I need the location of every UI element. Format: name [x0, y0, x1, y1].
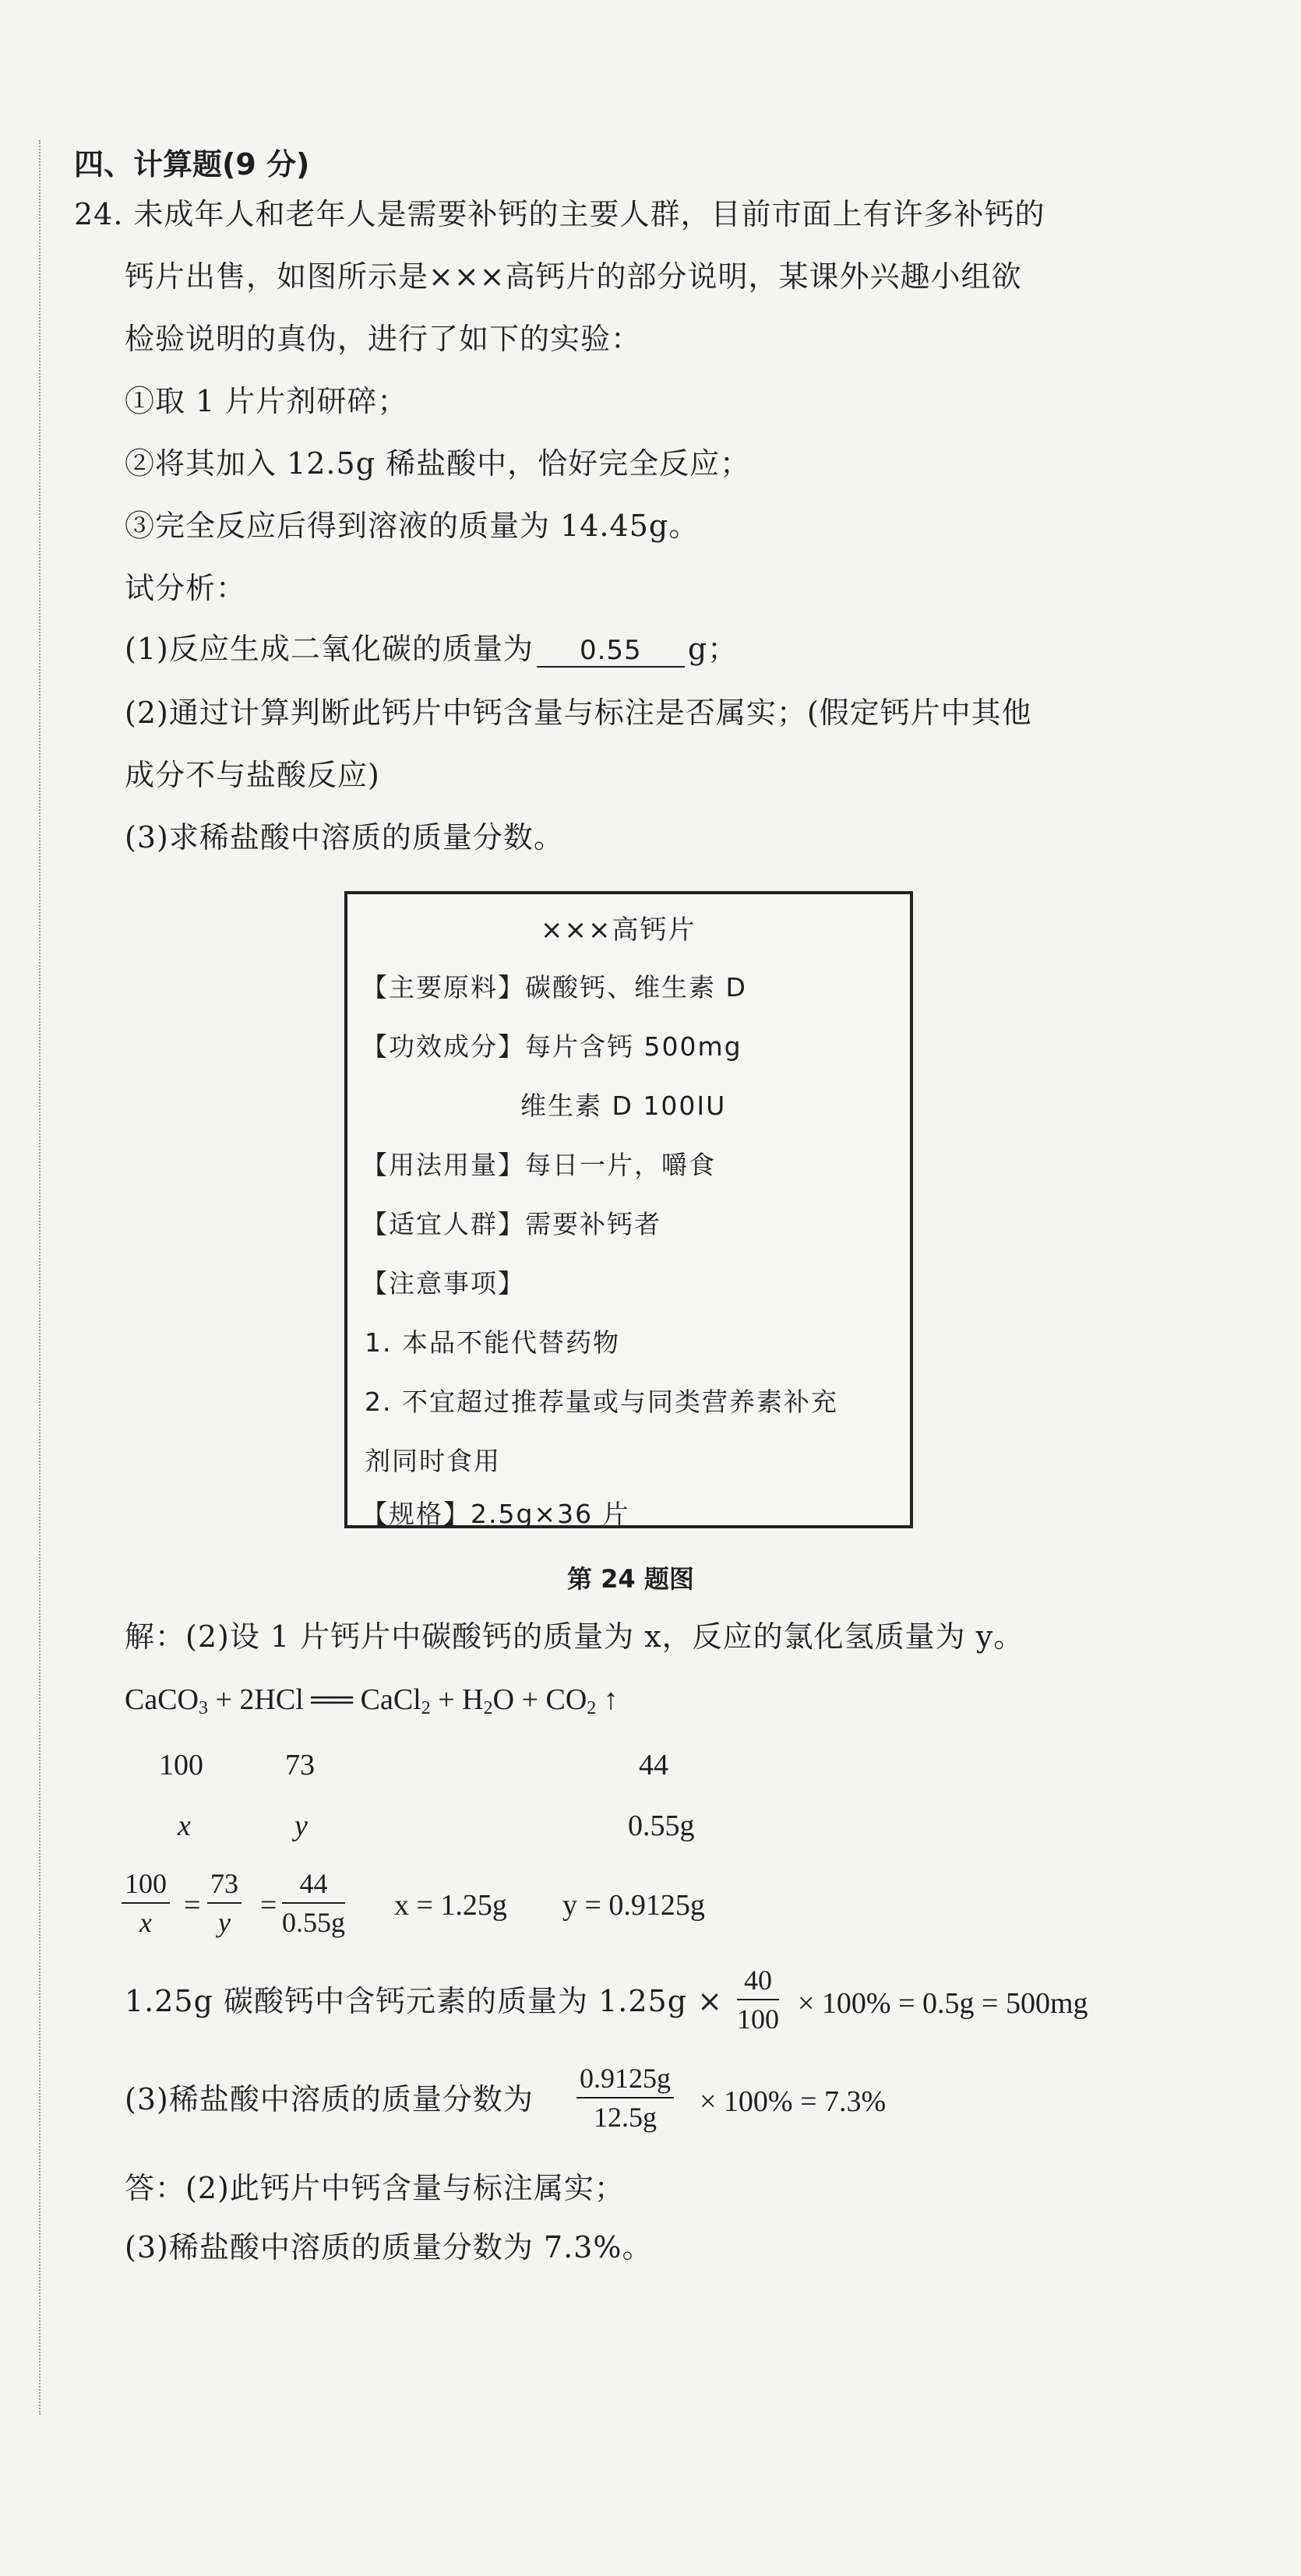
ratio-3-denominator: 0.55g — [282, 1907, 345, 1938]
figure-caption: 第 24 题图 — [567, 1564, 694, 1594]
section-title: 四、计算题(9 分) — [74, 147, 310, 181]
equals-sign: = — [184, 1889, 201, 1922]
analysis-prompt: 试分析： — [125, 571, 247, 605]
question-line-1: 24. 未成年人和老年人是需要补钙的主要人群，目前市面上有许多补钙的 — [74, 197, 1045, 231]
ratio-1-denominator: x — [139, 1907, 152, 1938]
eq-caco3: CaCO — [125, 1683, 199, 1716]
label-effective-ingredient: 【功效成分】每片含钙 500mg — [361, 1031, 742, 1062]
label-vitamin-d: 维生素 D 100IU — [520, 1091, 727, 1121]
question-line-2: 钙片出售，如图所示是×××高钙片的部分说明，某课外兴趣小组欲 — [125, 259, 1022, 294]
eq-sub: 2 — [483, 1698, 493, 1718]
var-x: x — [178, 1810, 191, 1842]
mass-hcl: 73 — [285, 1749, 315, 1781]
eq-part: O + CO — [492, 1683, 587, 1716]
q1-answer-blank: 0.55 — [537, 635, 685, 668]
q3-solution-text: (3)稀盐酸中溶质的质量分数为 — [125, 2082, 534, 2116]
calcium-fraction-numerator: 40 — [737, 1965, 779, 2000]
q3-fraction — [576, 2063, 674, 2133]
label-notice-title: 【注意事项】 — [361, 1268, 525, 1299]
eq-part: + H — [430, 1683, 484, 1716]
equals-sign: = — [260, 1889, 277, 1922]
ratio-2-numerator: 73 — [207, 1868, 242, 1904]
product-label-box — [344, 891, 913, 1528]
binding-dotted-line — [39, 140, 41, 2415]
var-y: y — [294, 1810, 308, 1842]
ratio-3-numerator: 44 — [282, 1868, 345, 1904]
sub-question-2-line-1: (2)通过计算判断此钙片中钙含量与标注是否属实；(假定钙片中其他 — [125, 696, 1032, 730]
eq-sub: 3 — [199, 1698, 208, 1718]
co2-value: 0.55g — [628, 1810, 695, 1842]
ratio-fraction-1 — [122, 1868, 170, 1938]
ratio-2-denominator: y — [218, 1907, 231, 1938]
label-ingredients: 【主要原料】碳酸钙、维生素 D — [361, 972, 747, 1003]
x-result: x = 1.25g — [394, 1889, 507, 1922]
sub-question-2-line-2: 成分不与盐酸反应) — [125, 758, 380, 792]
ratio-fraction-2 — [207, 1868, 242, 1938]
label-specification: 【规格】2.5g×36 片 — [361, 1499, 630, 1529]
q3-result: × 100% = 7.3% — [700, 2085, 887, 2118]
label-notice-2-line-2: 剂同时食用 — [365, 1446, 501, 1476]
solution-intro: 解：(2)设 1 片钙片中碳酸钙的质量为 x，反应的氯化氢质量为 y。 — [125, 1619, 1024, 1654]
label-notice-2-line-1: 2. 不宜超过推荐量或与同类营养素补充 — [365, 1387, 838, 1417]
calcium-mass-result: × 100% = 0.5g = 500mg — [798, 1987, 1088, 2020]
experiment-step-2: ②将其加入 12.5g 稀盐酸中，恰好完全反应； — [125, 446, 751, 481]
answer-line-2: (3)稀盐酸中溶质的质量分数为 7.3%。 — [125, 2230, 653, 2264]
chemical-equation — [125, 1683, 619, 1719]
label-title: ×××高钙片 — [541, 914, 696, 946]
label-target-group: 【适宜人群】需要补钙者 — [361, 1209, 661, 1239]
eq-sub: 2 — [421, 1698, 431, 1718]
q1-text: (1)反应生成二氧化碳的质量为 — [125, 632, 534, 666]
gas-arrow: ↑ — [596, 1683, 619, 1716]
sub-question-3: (3)求稀盐酸中溶质的质量分数。 — [125, 820, 564, 855]
calcium-mass-text: 1.25g 碳酸钙中含钙元素的质量为 1.25g × — [125, 1984, 723, 2018]
q1-unit: g； — [687, 632, 739, 666]
question-line-3: 检验说明的真伪，进行了如下的实验： — [125, 322, 642, 356]
mass-caco3: 100 — [159, 1749, 203, 1781]
ratio-1-numerator: 100 — [122, 1868, 170, 1904]
experiment-step-3: ③完全反应后得到溶液的质量为 14.45g。 — [125, 509, 700, 543]
calcium-fraction-denominator: 100 — [737, 2003, 779, 2035]
ratio-fraction-3 — [282, 1868, 345, 1938]
answer-line-1: 答：(2)此钙片中钙含量与标注属实； — [125, 2171, 625, 2205]
label-usage: 【用法用量】每日一片，嚼食 — [361, 1150, 716, 1180]
calcium-fraction — [737, 1965, 779, 2035]
q3-fraction-denominator: 12.5g — [594, 2102, 657, 2133]
label-notice-1: 1. 本品不能代替药物 — [365, 1327, 620, 1358]
mass-co2: 44 — [639, 1749, 668, 1781]
sub-question-1 — [125, 634, 738, 668]
q3-fraction-numerator: 0.9125g — [576, 2063, 674, 2099]
eq-sub: 2 — [587, 1698, 597, 1718]
experiment-step-1: ①取 1 片片剂研碎； — [125, 384, 408, 418]
y-result: y = 0.9125g — [562, 1889, 705, 1922]
eq-part: + 2HCl ══ CaCl — [208, 1683, 421, 1716]
